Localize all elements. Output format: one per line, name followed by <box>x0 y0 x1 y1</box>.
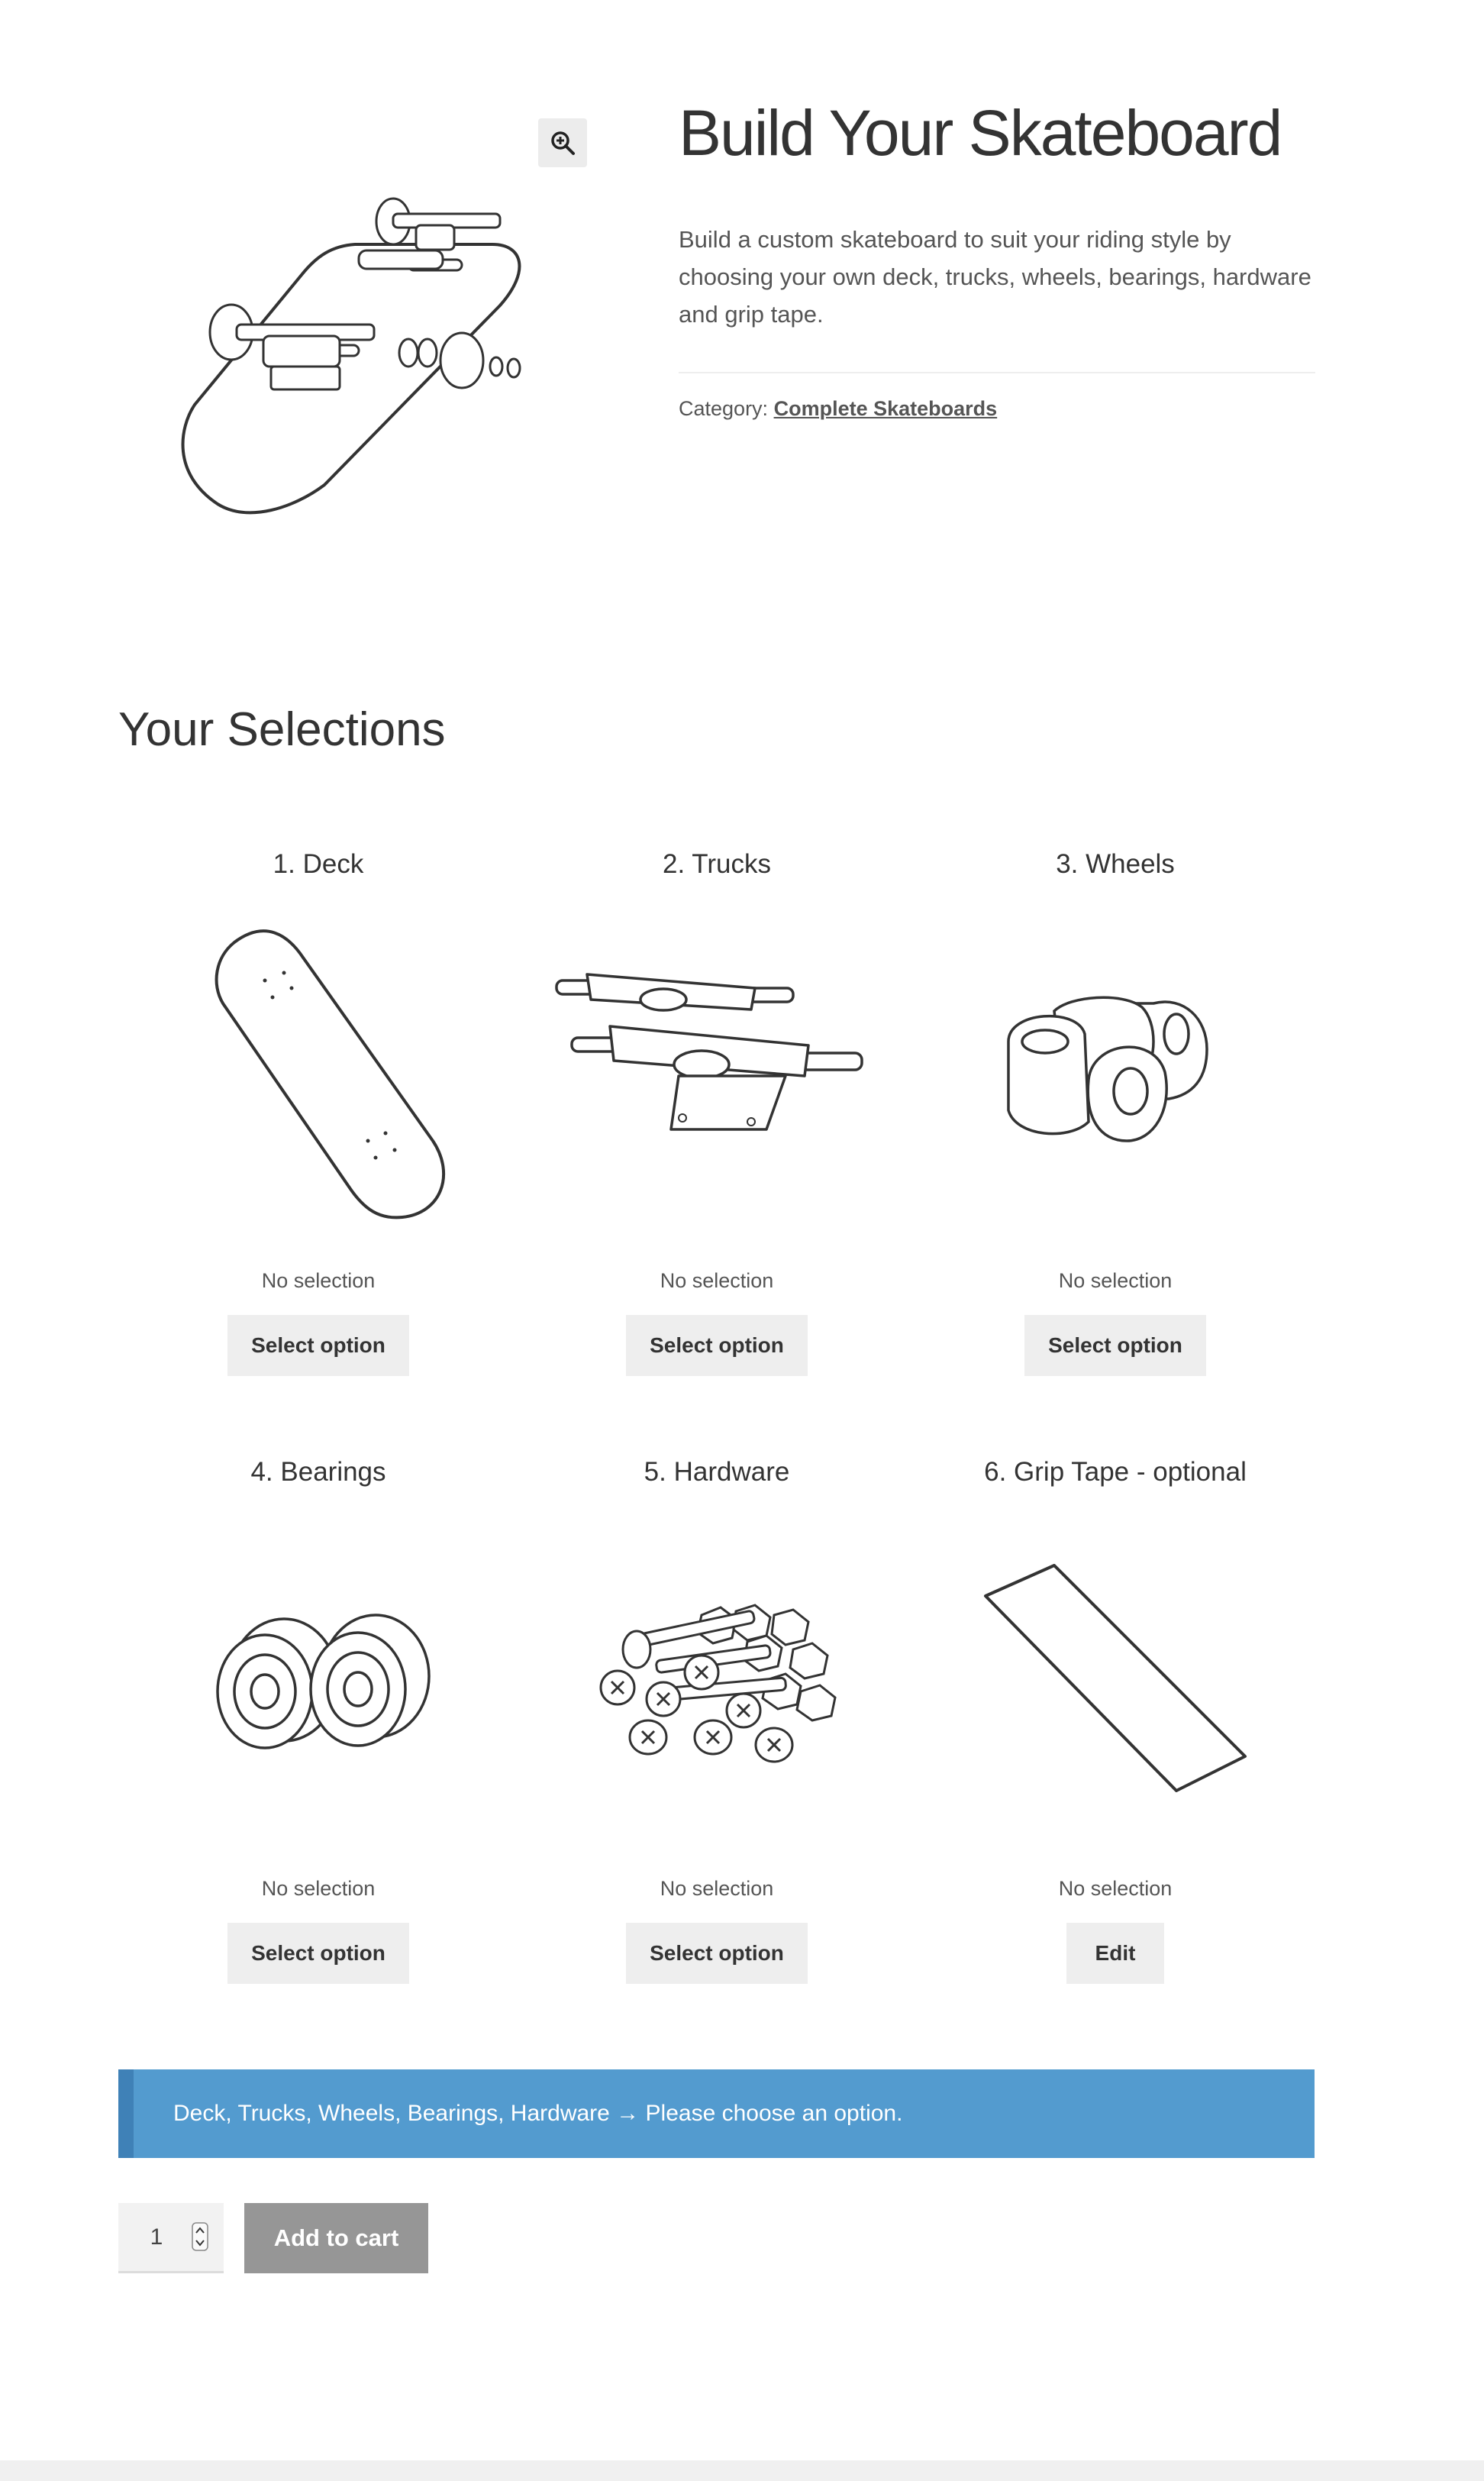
quantity-value: 1 <box>150 2224 163 2250</box>
step-hardware <box>518 1455 915 1984</box>
step-status: No selection <box>261 1269 376 1292</box>
step-title: 3. Wheels <box>1056 849 1175 879</box>
step-bearings <box>120 1455 517 1984</box>
step-status: No selection <box>660 1877 774 1900</box>
zoom-in-icon <box>550 130 576 156</box>
meta-divider <box>679 372 1315 373</box>
product-description: Build a custom skateboard to suit your riding style by choosing your own deck, trucks, wheels, bearings, hardware and grip tape. <box>679 226 1311 328</box>
step-status: No selection <box>1058 1877 1173 1900</box>
zoom-button[interactable] <box>538 118 587 167</box>
spinner-icon[interactable] <box>192 2222 208 2251</box>
skateboard-product-image[interactable] <box>164 183 546 519</box>
step-status: No selection <box>261 1877 376 1900</box>
wheels-image <box>978 912 1253 1232</box>
footer-band <box>0 2460 1484 2481</box>
select-deck-button[interactable]: Select option <box>227 1315 409 1376</box>
step-deck <box>120 848 517 1376</box>
step-title: 1. Deck <box>273 849 364 879</box>
product-category <box>679 397 997 421</box>
validation-notice: Deck, Trucks, Wheels, Bearings, Hardware → Please choose an option. <box>118 2069 1315 2158</box>
step-title: 4. Bearings <box>250 1457 386 1487</box>
step-title: 6. Grip Tape - optional <box>984 1457 1247 1487</box>
edit-grip-tape-button[interactable]: Edit <box>1066 1923 1164 1984</box>
select-wheels-button[interactable]: Select option <box>1024 1315 1206 1376</box>
bearings-image <box>181 1520 456 1840</box>
step-grip-tape <box>917 1455 1314 1984</box>
selections-title: Your Selections <box>118 703 446 756</box>
step-status: No selection <box>1058 1269 1173 1292</box>
product-title: Build Your Skateboard <box>679 97 1282 169</box>
quantity-input[interactable] <box>118 2203 224 2273</box>
category-label: Category: <box>679 397 769 420</box>
deck-image <box>181 912 456 1232</box>
hardware-image <box>572 1520 862 1840</box>
step-title: 5. Hardware <box>644 1457 790 1487</box>
category-link[interactable]: Complete Skateboards <box>773 397 998 420</box>
add-to-cart-button[interactable]: Add to cart <box>244 2203 428 2273</box>
select-trucks-button[interactable]: Select option <box>626 1315 808 1376</box>
step-title: 2. Trucks <box>663 849 771 879</box>
select-bearings-button[interactable]: Select option <box>227 1923 409 1984</box>
step-trucks <box>518 848 915 1376</box>
trucks-image <box>549 912 885 1232</box>
step-status: No selection <box>660 1269 774 1292</box>
grip-tape-image <box>970 1520 1260 1840</box>
select-hardware-button[interactable]: Select option <box>626 1923 808 1984</box>
step-wheels <box>917 848 1314 1376</box>
